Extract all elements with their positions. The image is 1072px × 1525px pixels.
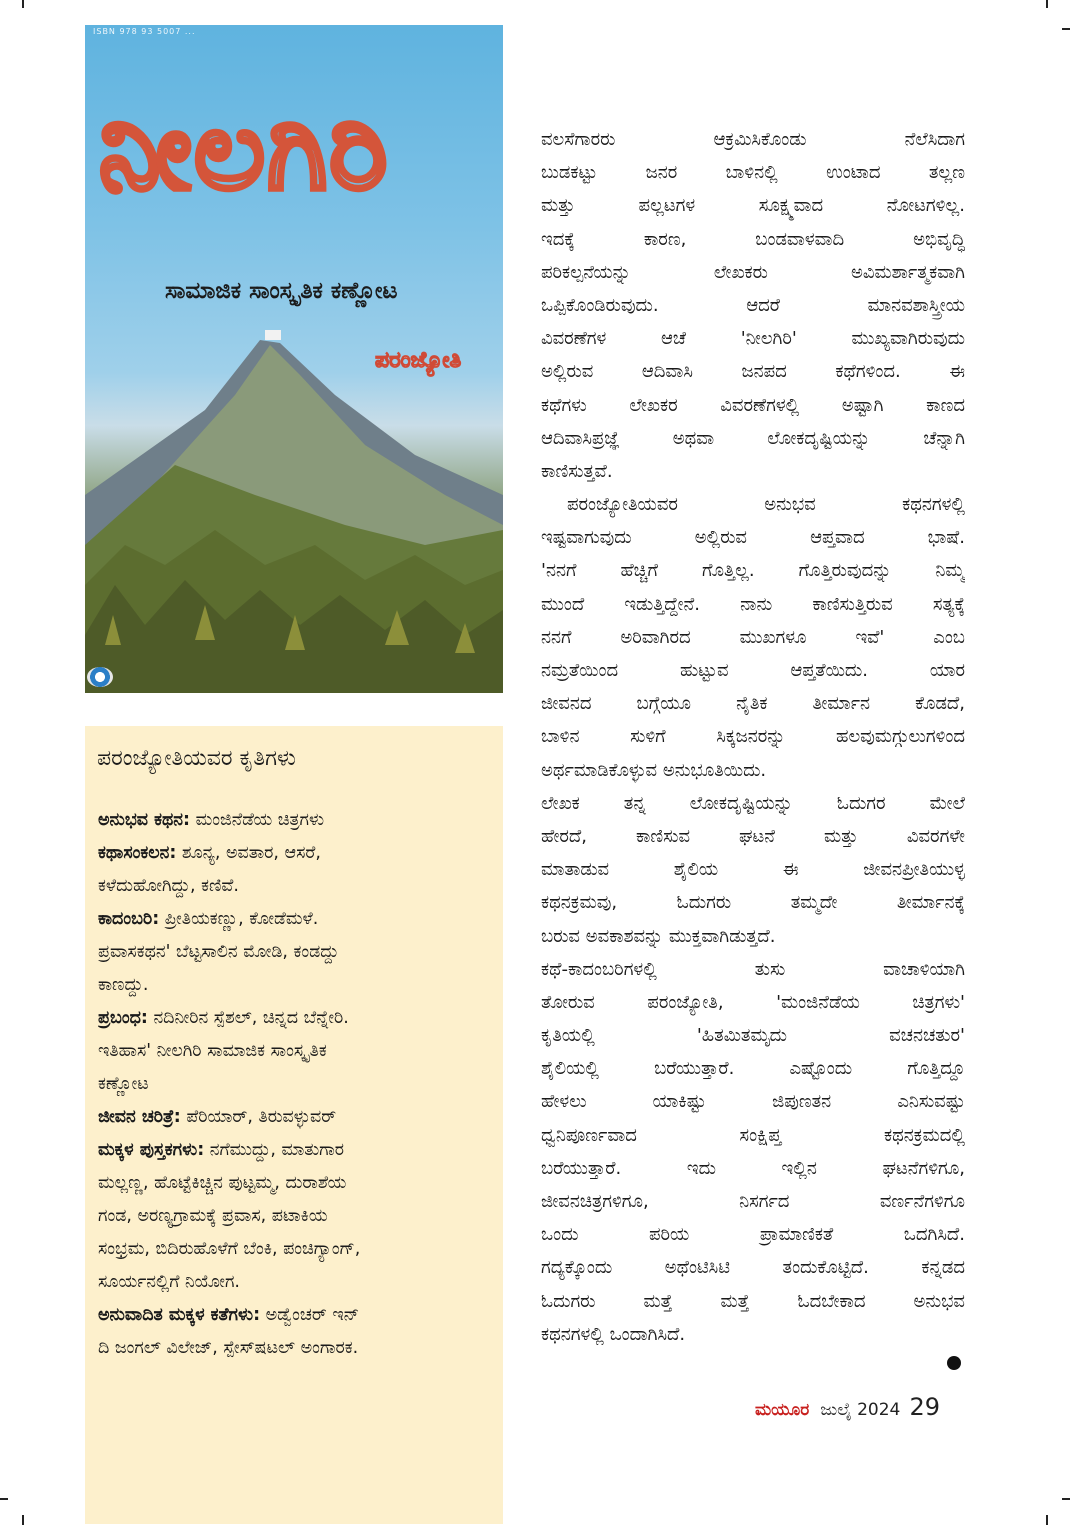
works-titles: ಸೂರ್ಯನಲ್ಲಿಗೆ ನಿಯೋಗ. (98, 1272, 240, 1292)
works-category-label: ಜೀವನ ಚರಿತ್ರೆ: (98, 1107, 181, 1127)
works-titles: ಸಂಭ್ರಮ, ಬಿದಿರುಹೊಳೆಗೆ ಬೆಂಕಿ, ಪಂಚಿಗ್ಯಾಂಗ್, (98, 1239, 361, 1259)
crop-mark-bottom-right (1046, 1515, 1048, 1525)
article-line: ಒಪ್ಪಿಕೊಂಡಿರುವುದು. ಆದರೆ ಮಾನವಶಾಸ್ತ್ರೀಯ (541, 294, 965, 316)
article-line: ಮುಂದೆ ಇಡುತ್ತಿದ್ದೇನೆ. ನಾನು ಕಾಣಿಸುತ್ತಿರುವ ಸತ್ಯಕ್ಕೆ (541, 593, 965, 615)
page-number: 29 (909, 1393, 941, 1421)
works-titles: ಪ್ರವಾಸಕಥನ' ಬೆಟ್ಟಸಾಲಿನ ಮೋಡಿ, ಕಂಡದ್ದು (98, 942, 339, 962)
article-line: ಓದುಗರು ಮತ್ತೆ ಮತ್ತೆ ಓದಬೇಕಾದ ಅನುಭವ (541, 1290, 965, 1312)
works-titles: ಮಲ್ಲಣ್ಣ, ಹೊಟ್ಟೆಕಿಚ್ಚಿನ ಪುಟ್ಟಮ್ಮ, ದುರಾಶೆಯ (98, 1173, 347, 1193)
crop-mark-left-bottom (0, 1498, 8, 1500)
works-list-line (98, 903, 496, 936)
magazine-logo: ಮಯೂರ (755, 1400, 810, 1420)
article-line: ಬಾಳಿನ ಸುಳಿಗೆ ಸಿಕ್ಕಜನರನ್ನು ಹಲವುಮಗ್ಗುಲುಗಳಿಂದ (541, 726, 965, 748)
cover-subtitle: ಸಾಮಾಜಿಕ ಸಾಂಸ್ಕೃತಿಕ ಕಣ್ಣೋಟ (165, 278, 398, 304)
article-line: ತೋರುವ ಪರಂಜ್ಯೋತಿ, 'ಮಂಜಿನೆಡೆಯ ಚಿತ್ರಗಳು' (541, 991, 965, 1013)
article-line: ಕಥೆ-ಕಾದಂಬರಿಗಳಲ್ಲಿ ತುಸು ವಾಚಾಳಿಯಾಗಿ (541, 958, 965, 980)
works-list-line (98, 837, 496, 870)
cover-title: ನೀಲಗಿರಿ (99, 86, 390, 214)
article-line: ಹೇಳಲು ಯಾಕಿಷ್ಟು ಜಿಪುಣತನ ಎನಿಸುವಷ್ಟು (541, 1091, 965, 1113)
works-list-line (98, 969, 496, 1002)
article-line: ಪರಿಕಲ್ಪನೆಯನ್ನು ಲೇಖಕರು ಅವಿಮರ್ಶಾತ್ಮಕವಾಗಿ (541, 261, 965, 283)
article-line: ಹೇರದೆ, ಕಾಣಿಸುವ ಘಟನೆ ಮತ್ತು ವಿವರಗಳೇ (541, 825, 965, 847)
page-footer (755, 1393, 940, 1421)
works-list-line (98, 1002, 496, 1035)
works-titles: ಗಂಡ, ಅರಣ್ಯಗ್ರಾಮಕ್ಕೆ ಪ್ರವಾಸ, ಪಟಾಕಿಯ (98, 1206, 328, 1226)
article-line: ಆದಿವಾಸಿಪ್ರಜ್ಞೆ ಅಥವಾ ಲೋಕದೃಷ್ಟಿಯನ್ನು ಚೆನ್ನಾಗಿ (541, 427, 965, 449)
works-titles: ಕಣ್ಣೋಟ (98, 1074, 149, 1094)
article-line: 'ನನಗೆ ಹೆಚ್ಚಿಗೆ ಗೊತ್ತಿಲ್ಲ. ಗೊತ್ತಿರುವುದನ್ನು ನಿಮ್ಮ (541, 560, 965, 582)
works-list-line (98, 1035, 496, 1068)
article-line: ವಲಸೆಗಾರರು ಆಕ್ರಮಿಸಿಕೊಂಡು ನೆಲೆಸಿದಾಗ (541, 129, 965, 150)
works-sidebar (85, 726, 503, 1524)
article-line: ಬುಡಕಟ್ಟು ಜನರ ಬಾಳಿನಲ್ಲಿ ಉಂಟಾದ ತಲ್ಲಣ (541, 162, 965, 184)
article-line: ನಮ್ರತೆಯಿಂದ ಹುಟ್ಟುವ ಆಪ್ತತೆಯಿದು. ಯಾರ (541, 660, 965, 681)
works-titles: ಪ್ರೀತಿಯಕಣ್ಣು, ಕೋಡೆಮಳೆ. (159, 909, 319, 929)
crop-mark-top-left (22, 0, 24, 8)
article-end-mark (947, 1356, 961, 1370)
article-line: ಮಾತಾಡುವ ಶೈಲಿಯ ಈ ಜೀವನಪ್ರೀತಿಯುಳ್ಳ (541, 859, 965, 881)
crop-mark-bottom-left (22, 1515, 24, 1525)
works-list-line (98, 1134, 496, 1167)
article-body (541, 123, 965, 1351)
works-list-line (98, 1299, 496, 1332)
works-titles: ಕಾಣದ್ದು. (98, 975, 149, 995)
article-line: ಬರುವ ಅವಕಾಶವನ್ನು ಮುಕ್ತವಾಗಿಡುತ್ತದೆ. (541, 925, 776, 947)
works-category-label: ಕಾದಂಬರಿ: (98, 909, 160, 929)
crop-mark-right-top (1062, 28, 1070, 30)
works-list-line (98, 1332, 496, 1365)
works-list (98, 804, 496, 1365)
works-category-label: ಅನುಭವ ಕಥನ: (98, 810, 191, 830)
works-titles: ಇತಿಹಾಸ' ನೀಲಗಿರಿ ಸಾಮಾಜಿಕ ಸಾಂಸ್ಕೃತಿಕ (98, 1041, 327, 1061)
article-line: ಕಾಣಿಸುತ್ತವೆ. (541, 460, 613, 482)
works-titles: ಅಡ್ವೆಂಚರ್ ಇನ್ (260, 1305, 360, 1325)
article-line: ನನಗೆ ಅರಿವಾಗಿರದ ಮುಖಗಳೂ ಇವೆ' ಎಂಬ (541, 626, 965, 648)
works-list-line (98, 1266, 496, 1299)
cover-isbn: ISBN 978 93 5007 ... (93, 27, 196, 36)
works-category-label: ಅನುವಾದಿತ ಮಕ್ಕಳ ಕತೆಗಳು: (98, 1305, 261, 1325)
article-line: ಇದಕ್ಕೆ ಕಾರಣ, ಬಂಡವಾಳವಾದಿ ಅಭಿವೃದ್ಧಿ (541, 228, 965, 250)
works-titles: ನಗೆಮುದ್ದು, ಮಾತುಗಾರ (204, 1140, 345, 1160)
article-line: ಕೃತಿಯಲ್ಲಿ 'ಹಿತಮಿತಮೃದು ವಚನಚತುರ' (541, 1025, 965, 1047)
works-list-line (98, 1233, 496, 1266)
works-list-line (98, 1167, 496, 1200)
issue-date: ಜುಲೈ 2024 (820, 1400, 901, 1420)
book-cover-image (85, 25, 503, 693)
works-titles: ದಿ ಜಂಗಲ್ ವಿಲೇಜ್, ಸ್ಪೇಸ್‌ಷಟಲ್ ಅಂಗಾರಕ. (98, 1338, 359, 1358)
article-line: ಕಥೆಗಳು ಲೇಖಕರ ವಿವರಣೆಗಳಲ್ಲಿ ಅಷ್ಟಾಗಿ ಕಾಣದ (541, 394, 965, 416)
article-line: ಲೇಖಕ ತನ್ನ ಲೋಕದೃಷ್ಟಿಯನ್ನು ಓದುಗರ ಮೇಲೆ (541, 792, 965, 814)
article-line: ಅಲ್ಲಿರುವ ಆದಿವಾಸಿ ಜನಪದ ಕಥೆಗಳಿಂದ. ಈ (541, 361, 965, 383)
article-line: ಅರ್ಥಮಾಡಿಕೊಳ್ಳುವ ಅನುಭೂತಿಯಿದು. (541, 759, 767, 781)
works-titles: ಕಳೆದುಹೋಗಿದ್ದು, ಕಣಿವೆ. (98, 876, 239, 896)
works-titles: ಮಂಜಿನೆಡೆಯ ಚಿತ್ರಗಳು (190, 810, 325, 830)
article-line: ಮತ್ತು ಪಲ್ಲಟಗಳ ಸೂಕ್ಷ್ಮವಾದ ನೋಟಗಳಿಲ್ಲ. (541, 195, 965, 217)
crop-mark-top-right (1046, 0, 1048, 8)
article-line: ಕಥನಗಳಲ್ಲಿ ಒಂದಾಗಿಸಿದೆ. (541, 1323, 686, 1345)
works-list-line (98, 870, 496, 903)
works-list-line (98, 1200, 496, 1233)
cover-author: ಪರಂಜ್ಯೋತಿ (375, 348, 462, 373)
works-category-label: ಮಕ್ಕಳ ಪುಸ್ತಕಗಳು: (98, 1140, 205, 1160)
article-line: ಬರೆಯುತ್ತಾರೆ. ಇದು ಇಲ್ಲಿನ ಘಟನೆಗಳಿಗೂ, (541, 1157, 965, 1179)
article-line: ಪರಂಜ್ಯೋತಿಯವರ ಅನುಭವ ಕಥನಗಳಲ್ಲಿ (567, 494, 965, 516)
article-line: ಕಥನಕ್ರಮವು, ಓದುಗರು ತಮ್ಮದೇ ತೀರ್ಮಾನಕ್ಕೆ (541, 892, 965, 914)
article-line: ಜೀವನದ ಬಗ್ಗೆಯೂ ನೈತಿಕ ತೀರ್ಮಾನ ಕೊಡದೆ, (541, 693, 965, 715)
article-line: ವಿವರಣೆಗಳ ಆಚೆ 'ನೀಲಗಿರಿ' ಮುಖ್ಯವಾಗಿರುವುದು (541, 328, 965, 350)
works-titles: ಪೆರಿಯಾರ್, ತಿರುವಳ್ಳುವರ್ (180, 1107, 337, 1127)
works-category-label: ಪ್ರಬಂಧ: (98, 1008, 148, 1028)
crop-mark-right-bottom (1062, 1498, 1070, 1500)
publisher-logo-icon (87, 667, 113, 687)
article-line: ಒಂದು ಪರಿಯ ಪ್ರಾಮಾಣಿಕತೆ ಒದಗಿಸಿದೆ. (541, 1224, 965, 1246)
works-titles: ಶೂನ್ಯ, ಅವತಾರ, ಆಸರೆ, (176, 843, 321, 863)
sidebar-title: ಪರಂಜ್ಯೋತಿಯವರ ಕೃತಿಗಳು (97, 746, 296, 771)
works-list-line (98, 804, 496, 837)
works-titles: ನದಿನೀರಿನ ಸ್ಪೆಶಲ್, ಚಿನ್ನದ ಬೆನ್ನೇರಿ. (147, 1008, 349, 1028)
summit-temple (265, 330, 281, 340)
works-category-label: ಕಥಾಸಂಕಲನ: (98, 843, 177, 863)
works-list-line (98, 1068, 496, 1101)
article-line: ಧ್ವನಿಪೂರ್ಣವಾದ ಸಂಕ್ಷಿಪ್ತ ಕಥನಕ್ರಮದಲ್ಲಿ (541, 1124, 965, 1146)
works-list-line (98, 1101, 496, 1134)
article-line: ಶೈಲಿಯಲ್ಲಿ ಬರೆಯುತ್ತಾರೆ. ಎಷ್ಟೊಂದು ಗೊತ್ತಿದ್ದೂ (541, 1058, 965, 1080)
works-list-line (98, 936, 496, 969)
article-line: ಜೀವನಚಿತ್ರಗಳಿಗೂ, ನಿಸರ್ಗದ ವರ್ಣನೆಗಳಿಗೂ (541, 1191, 965, 1212)
article-line: ಇಷ್ಟವಾಗುವುದು ಅಲ್ಲಿರುವ ಆಪ್ತವಾದ ಭಾಷೆ. (541, 527, 965, 549)
article-line: ಗದ್ಯಕ್ಕೊಂದು ಅಥೆಂಟಿಸಿಟಿ ತಂದುಕೊಟ್ಟಿದೆ. ಕನ್ನಡದ (541, 1257, 965, 1279)
